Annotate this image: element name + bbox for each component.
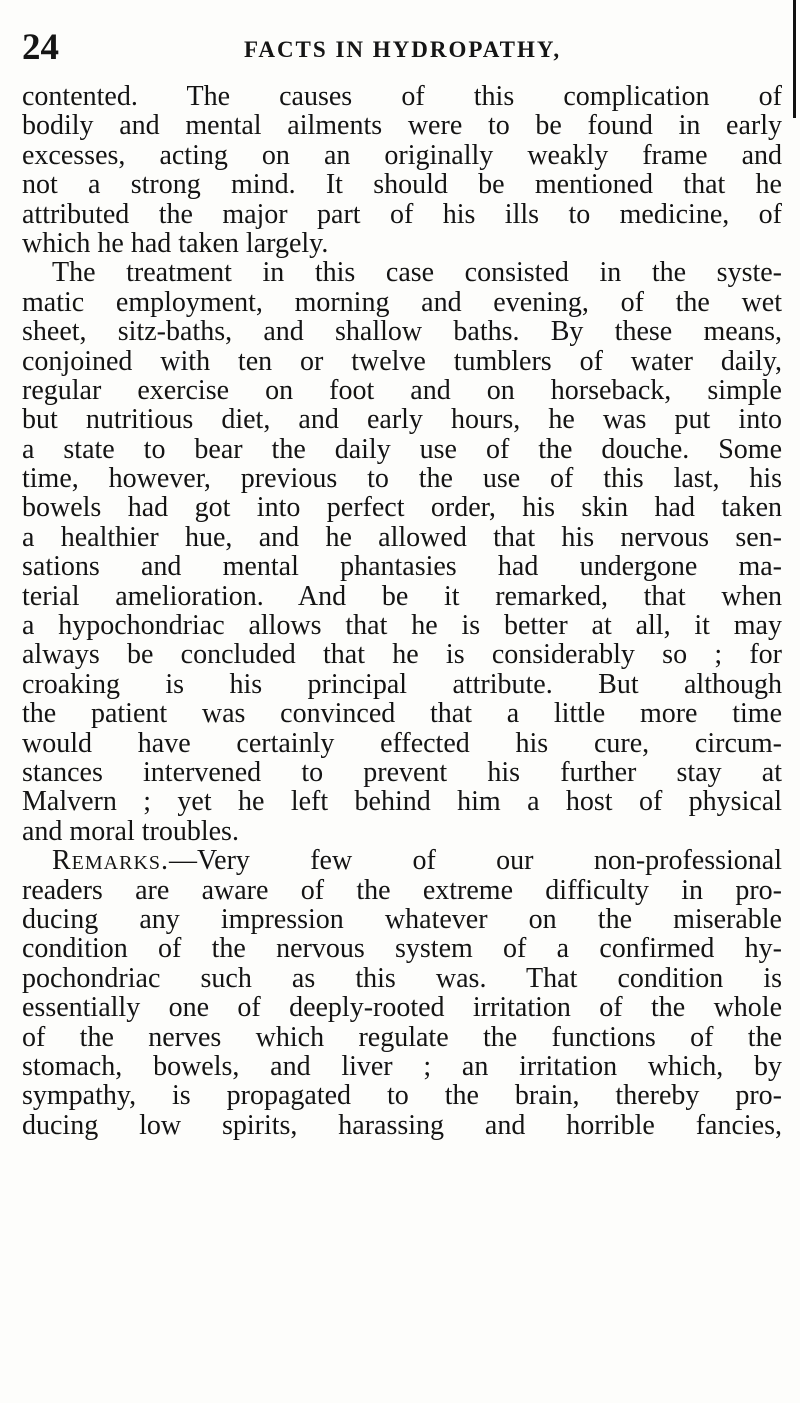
text-line: sations and mental phantasies had undergone ma-	[22, 551, 782, 583]
text-line: time, however, previous to the use of this last, his	[22, 463, 782, 495]
page-edge-rule	[793, 0, 796, 118]
text-line: essentially one of deeply-rooted irritation of the whole	[22, 992, 782, 1024]
text-line: a hypochondriac allows that he is better at all, it may	[22, 610, 782, 642]
body-text	[22, 82, 782, 1140]
text-line: would have certainly effected his cure, circum-	[22, 727, 782, 759]
text-line: readers are aware of the extreme difficulty in pro-	[22, 874, 782, 906]
remarks-text: —Very few of our non-professional	[169, 845, 782, 877]
text-line: bowels had got into perfect order, his skin had taken	[22, 492, 782, 524]
running-title: FACTS IN HYDROPATHY,	[244, 37, 562, 62]
text-line: and moral troubles.	[22, 815, 239, 847]
text-line: but nutritious diet, and early hours, he was put into	[22, 404, 782, 436]
text-line: attributed the major part of his ills to medicine, of	[22, 198, 782, 230]
remarks-heading: Remarks.	[52, 845, 170, 877]
remarks-line	[22, 846, 782, 875]
text-line: sheet, sitz-baths, and shallow baths. By these means,	[22, 316, 782, 348]
text-line: conjoined with ten or twelve tumblers of water daily,	[22, 345, 782, 377]
text-line: ducing low spirits, harassing and horrible fancies,	[22, 1109, 782, 1141]
text-line: condition of the nervous system of a confirmed hy-	[22, 933, 782, 965]
text-line: stances intervened to prevent his further stay at	[22, 756, 782, 788]
text-line: a state to bear the daily use of the douche. Some	[22, 433, 782, 465]
text-line: sympathy, is propagated to the brain, thereby pro-	[22, 1080, 782, 1112]
text-line: regular exercise on foot and on horseback, simple	[22, 374, 782, 406]
text-line: croaking is his principal attribute. But although	[22, 668, 782, 700]
text-line: bodily and mental ailments were to be found in early	[22, 110, 782, 142]
text-line: excesses, acting on an originally weakly frame and	[22, 139, 782, 171]
text-line: always be concluded that he is considerably so ; for	[22, 639, 782, 671]
text-line: the patient was convinced that a little more time	[22, 698, 782, 730]
text-line: of the nerves which regulate the functions of the	[22, 1021, 782, 1053]
paragraph-start-line: The treatment in this case consisted in the syste-	[52, 257, 782, 289]
running-head	[22, 28, 762, 78]
page-number: 24	[22, 27, 59, 68]
text-line: pochondriac such as this was. That condition is	[22, 962, 782, 994]
text-line: stomach, bowels, and liver ; an irritation which, by	[22, 1050, 782, 1082]
text-line: a healthier hue, and he allowed that his nervous sen-	[22, 521, 782, 553]
text-line: contented. The causes of this complication of	[22, 81, 782, 112]
text-line: which he had taken largely.	[22, 227, 329, 259]
text-line: matic employment, morning and evening, of the wet	[22, 286, 782, 318]
text-line: ducing any impression whatever on the miserable	[22, 903, 782, 935]
text-line: Malvern ; yet he left behind him a host of physical	[22, 786, 782, 818]
text-line: terial amelioration. And be it remarked, that when	[22, 580, 782, 612]
text-line: not a strong mind. It should be mentioned that he	[22, 169, 782, 201]
